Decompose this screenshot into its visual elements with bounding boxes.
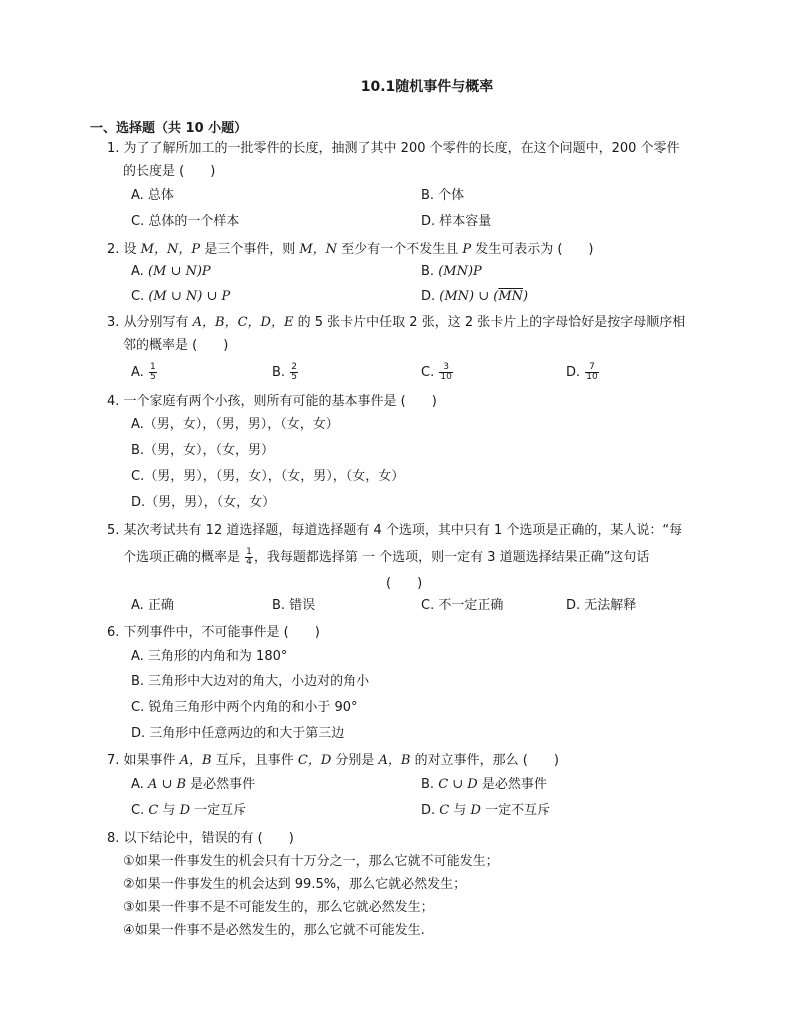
fraction-denominator: 10 <box>586 372 598 382</box>
question-5-option-d: D. 无法解释 <box>566 598 637 613</box>
fraction-denominator: 4 <box>246 557 252 567</box>
question-5-option-a: A. 正确 <box>131 598 174 613</box>
option-math: (MN)P <box>438 264 482 279</box>
option-label: C. <box>131 289 149 304</box>
question-7-text <box>107 752 559 770</box>
question-2-text-part: 至少有一个不发生且 <box>337 242 463 257</box>
fraction <box>439 363 452 382</box>
option-math: (M ∪ N)P <box>147 264 211 279</box>
question-1-text-cont: 的长度是 ( ) <box>123 164 216 179</box>
option-text: 一定不互斥 <box>480 803 551 818</box>
fraction-numerator: 1 <box>246 547 252 557</box>
option-text: 是必然事件 <box>477 777 547 792</box>
question-6-option-d: D. 三角形中任意两边的和大于第三边 <box>131 726 345 741</box>
question-5-text-part: ，我每题都选择第 一 个选项，则一定有 3 道题选择结果正确”这句话 <box>253 550 650 565</box>
question-3-text-cont: 邻的概率是 ( ) <box>123 338 229 353</box>
option-math: C ∪ D <box>438 777 478 792</box>
question-3-option-a <box>131 363 158 382</box>
option-label: D. <box>421 289 440 304</box>
option-label: C. <box>421 365 439 380</box>
option-label: C. <box>131 803 149 818</box>
question-2-math: P <box>462 242 472 257</box>
question-2-option-d <box>421 288 528 306</box>
question-5-text-cont <box>123 548 649 567</box>
question-7-option-d <box>421 802 550 820</box>
option-text: 与 <box>158 803 180 818</box>
question-3-math: A，B，C，D，E <box>192 315 294 330</box>
fraction-numerator: 7 <box>585 363 598 373</box>
question-3-text-part: 的 5 张卡片中任取 2 张，这 2 张卡片上的字母恰好是按字母顺序相 <box>293 315 686 330</box>
option-math: D <box>179 803 190 818</box>
page-title: 10.1随机事件与概率 <box>360 79 494 95</box>
question-4-option-a: A.（男，女），（男，男），（女，女） <box>131 417 339 432</box>
section-heading: 一、选择题（共 10 小题） <box>90 121 248 136</box>
question-8-statement-3: ③如果一件事不是不可能发生的，那么它就必然发生； <box>123 900 434 915</box>
fraction <box>245 548 253 567</box>
question-3-text <box>107 314 685 332</box>
option-math: (M ∪ N) ∪ P <box>148 289 231 304</box>
fraction-denominator: 5 <box>291 372 297 382</box>
question-1-text: 1. 为了了解所加工的一批零件的长度，抽测了其中 200 个零件的长度，在这个问题中，200 个零件 <box>107 141 680 156</box>
question-3-text-part: 3. 从分别写有 <box>107 315 193 330</box>
question-6-option-a: A. 三角形的内角和为 180° <box>131 649 288 664</box>
question-2-math: M，N，P <box>140 242 201 257</box>
question-7-text-part: 的对立事件，那么 ( ) <box>410 753 559 768</box>
question-4-option-b: B.（男，女），（女，男） <box>131 443 275 458</box>
option-label: D. <box>566 365 585 380</box>
question-4-option-d: D.（男，男），（女，女） <box>131 495 276 510</box>
question-8-statement-2: ②如果一件事发生的机会达到 99.5%，那么它就必然发生； <box>123 877 467 892</box>
question-5-text: 5. 某次考试共有 12 道选择题，每道选择题有 4 个选项，其中只有 1 个选项是正确的，某人说：“每 <box>107 523 683 538</box>
question-5-option-c: C. 不一定正确 <box>421 598 504 613</box>
question-7-text-part: 7. 如果事件 <box>107 753 180 768</box>
question-6-option-c: C. 锐角三角形中两个内角的和小于 90° <box>131 700 358 715</box>
option-math-complement: $\overline{MN}$ <box>498 289 524 304</box>
option-math: D <box>470 803 481 818</box>
question-7-option-b <box>421 776 547 794</box>
question-2-option-b <box>421 263 482 281</box>
option-label: A. <box>131 264 148 279</box>
question-3-option-c <box>421 363 454 382</box>
question-2-text-part: 是三个事件，则 <box>200 242 300 257</box>
option-math: A ∪ B <box>147 777 187 792</box>
question-2-text <box>107 241 594 259</box>
option-label: A. <box>131 365 148 380</box>
question-3-option-d <box>566 363 600 382</box>
option-label: B. <box>421 777 439 792</box>
fraction <box>585 363 598 382</box>
question-2-text-part: 2. 设 <box>107 242 141 257</box>
question-3-option-b <box>272 363 299 382</box>
question-5-answer-blank: ( ) <box>386 576 423 591</box>
question-7-math: A，B <box>179 753 212 768</box>
question-8-statement-1: ①如果一件事发生的机会只有十万分之一，那么它就不可能发生； <box>123 854 499 869</box>
question-7-math: A，B <box>378 753 411 768</box>
option-text: 是必然事件 <box>186 777 256 792</box>
question-7-option-c <box>131 802 246 820</box>
fraction-numerator: 3 <box>439 363 452 373</box>
question-2-option-c <box>131 288 230 306</box>
question-1-option-a: A. 总体 <box>131 188 174 203</box>
question-6-option-b: B. 三角形中大边对的角大，小边对的角小 <box>131 674 370 689</box>
option-math: (MN) ∪ ( <box>439 289 499 304</box>
fraction <box>149 363 157 382</box>
question-1-option-d: D. 样本容量 <box>421 214 492 229</box>
option-label: A. <box>131 777 148 792</box>
question-2-math: M，N <box>299 242 338 257</box>
option-text: 与 <box>449 803 471 818</box>
question-7-text-part: 互斥，且事件 <box>211 753 298 768</box>
fraction <box>290 363 298 382</box>
option-text: 一定互斥 <box>190 803 247 818</box>
question-7-option-a <box>131 776 255 794</box>
question-7-text-part: 分别是 <box>331 753 379 768</box>
question-4-text: 4. 一个家庭有两个小孩，则所有可能的基本事件是 ( ) <box>107 394 437 409</box>
question-7-math: C，D <box>297 753 332 768</box>
question-4-option-c: C.（男，男），（男，女），（女，男），（女，女） <box>131 469 405 484</box>
question-8-text: 8. 以下结论中，错误的有 ( ) <box>107 831 294 846</box>
option-label: D. <box>421 803 440 818</box>
fraction-numerator: 1 <box>149 362 156 372</box>
question-8-statement-4: ④如果一件事不是必然发生的，那么它就不可能发生. <box>123 923 425 938</box>
question-2-option-a <box>131 263 211 281</box>
option-math: C <box>148 803 159 818</box>
option-math: ) <box>523 289 529 304</box>
question-5-text-part: 个选项正确的概率是 <box>123 550 245 565</box>
fraction-numerator: 2 <box>291 362 297 372</box>
option-label: B. <box>272 365 290 380</box>
question-6-text: 6. 下列事件中，不可能事件是 ( ) <box>107 625 320 640</box>
fraction-denominator: 5 <box>149 372 156 382</box>
question-1-option-b: B. 个体 <box>421 188 465 203</box>
question-5-option-b: B. 错误 <box>272 598 316 613</box>
fraction-denominator: 10 <box>440 372 452 382</box>
question-2-text-part: 发生可表示为 ( ) <box>471 242 594 257</box>
option-math: C <box>439 803 450 818</box>
option-label: B. <box>421 264 439 279</box>
question-1-option-c: C. 总体的一个样本 <box>131 214 240 229</box>
